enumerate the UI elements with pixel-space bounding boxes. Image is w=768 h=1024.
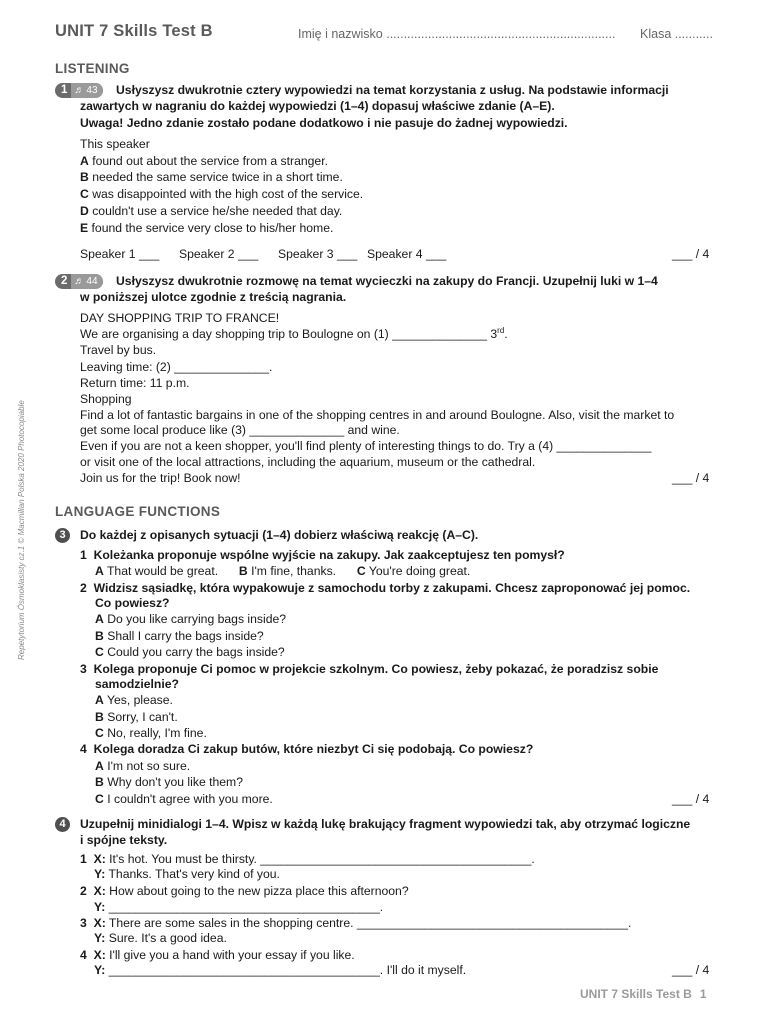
task1-lead: This speaker xyxy=(80,137,150,151)
leaflet-line: We are organising a day shopping trip to Boulogne on (1) ______________ 3rd. xyxy=(80,325,508,341)
dialogue-line-x: 2 X: How about going to the new pizza place this afternoon? xyxy=(80,884,409,898)
leaflet-line: Travel by bus. xyxy=(80,343,157,357)
dialogue-line-y: Y: Thanks. That's very kind of you. xyxy=(94,867,280,881)
section-listening: LISTENING xyxy=(55,61,130,76)
task3-answer: C I couldn't agree with you more. xyxy=(95,792,273,806)
task2-number: 2 xyxy=(61,275,68,287)
task3-answer: C No, really, I'm fine. xyxy=(95,726,207,740)
task2-instruction-line: w poniższej ulotce zgodnie z treścią nagrania. xyxy=(80,290,347,304)
task3-answer: A Yes, please. xyxy=(95,693,173,707)
task1-instruction-line: zawartych w nagraniu do każdej wypowiedzi (1–4) dopasuj właściwe zdanie (A–E). xyxy=(80,99,555,113)
task1-instruction-line: Uwaga! Jedno zdanie zostało podane dodatkowo i nie pasuje do żadnej wypowiedzi. xyxy=(80,116,568,130)
dialogue-line-y[interactable]: Y: ________________________________________. I'll do it myself. xyxy=(94,963,467,977)
name-field-label: Imię i nazwisko .................................................................. xyxy=(298,27,616,41)
dialogue-line-x: 4 X: I'll give you a hand with your essay if you like. xyxy=(80,948,355,962)
task3-score: ___ / 4 xyxy=(672,792,710,806)
leaflet-line: Join us for the trip! Book now! xyxy=(80,471,241,485)
dialogue-line-y: Y: Sure. It's a good idea. xyxy=(94,931,227,945)
task3-instruction: Do każdej z opisanych sytuacji (1–4) dobierz właściwą reakcję (A–C). xyxy=(80,528,479,542)
task3-answer: A Do you like carrying bags inside? xyxy=(95,612,287,626)
task3-item-question: 1 Koleżanka proponuje wspólne wyjście na zakupy. Jak zaakceptujesz ten pomysł? xyxy=(80,548,565,562)
speaker-icon: ♬ xyxy=(74,276,85,287)
leaflet-line: get some local produce like (3) ______________ and wine. xyxy=(80,423,400,437)
task1-number-badge xyxy=(55,83,103,98)
task3-item-answers: A That would be great. B I'm fine, thanks. C You're doing great. xyxy=(95,564,471,578)
dialogue-line-y[interactable]: Y: ________________________________________. xyxy=(94,900,384,914)
page-number: 1 xyxy=(699,987,707,1001)
task1-option: B needed the same service twice in a short time. xyxy=(80,170,343,184)
unit-title: UNIT 7 Skills Test B xyxy=(55,22,213,40)
task1-option: D couldn't use a service he/she needed that day. xyxy=(80,204,343,218)
task3-answer: B Sorry, I can't. xyxy=(95,710,178,724)
leaflet-heading: DAY SHOPPING TRIP TO FRANCE! xyxy=(80,311,280,325)
dialogue-line-x[interactable]: 1 X: It's hot. You must be thirsty. ________________________________________. xyxy=(80,852,535,866)
task1-score: ___ / 4 xyxy=(672,247,710,261)
task3-item-question: samodzielnie? xyxy=(95,677,179,691)
audio-track-badge: ♬ 44 xyxy=(71,274,102,289)
task4-score: ___ / 4 xyxy=(672,963,710,977)
task3-answer: C Could you carry the bags inside? xyxy=(95,645,285,659)
task3-item-question: 3 Kolega proponuje Ci pomoc w projekcie szkolnym. Co powiesz, żeby pokazać, że poradzisz sobie xyxy=(80,662,659,676)
task1-option: C was disappointed with the high cost of the service. xyxy=(80,187,364,201)
task2-score: ___ / 4 xyxy=(672,471,710,485)
task3-item-question: 4 Kolega doradza Ci zakup butów, które niezbyt Ci się podobają. Co powiesz? xyxy=(80,742,534,756)
section-language-functions: LANGUAGE FUNCTIONS xyxy=(55,504,221,519)
task3-number: 3 xyxy=(55,528,70,543)
task3-answer: B Shall I carry the bags inside? xyxy=(95,629,264,643)
leaflet-line: Find a lot of fantastic bargains in one of the shopping centres in and around Boulogne. Also, visit the market to xyxy=(80,408,675,422)
task4-number: 4 xyxy=(55,817,70,832)
speaker-4-answer[interactable]: Speaker 4 ___ xyxy=(367,247,447,261)
task3-item-question: Co powiesz? xyxy=(95,596,170,610)
page-footer: UNIT 7 Skills Test B 1 xyxy=(580,987,707,1001)
copyright-side-note: Repetytorium Ósmoklasisty cz.1 © Macmillan Polska 2020 Photocopiable xyxy=(17,400,26,660)
speaker-icon: ♬ xyxy=(74,85,85,96)
speaker-3-answer[interactable]: Speaker 3 ___ xyxy=(278,247,358,261)
task2-number-badge xyxy=(55,274,103,289)
task4-instruction-line: i spójne teksty. xyxy=(80,833,168,847)
audio-track-badge: ♬ 43 xyxy=(71,83,102,98)
task1-instruction-line: Usłyszysz dwukrotnie cztery wypowiedzi na temat korzystania z usług. Na podstawie informacji xyxy=(116,83,669,97)
class-field-label: Klasa ........... xyxy=(640,27,713,41)
task3-answer: A I'm not so sure. xyxy=(95,759,191,773)
task1-option: E found the service very close to his/her home. xyxy=(80,221,334,235)
leaflet-line: Leaving time: (2) ______________. xyxy=(80,360,273,374)
task1-option: A found out about the service from a stranger. xyxy=(80,154,328,168)
task1-number: 1 xyxy=(61,84,68,96)
task3-item-question: 2 Widzisz sąsiadkę, która wypakowuje z samochodu torby z zakupami. Chcesz zaproponować jej pomoc. xyxy=(80,581,691,595)
speaker-1-answer[interactable]: Speaker 1 ___ xyxy=(80,247,160,261)
task4-instruction-line: Uzupełnij minidialogi 1–4. Wpisz w każdą lukę brakujący fragment wypowiedzi tak, aby otrzymać logiczne xyxy=(80,817,691,831)
leaflet-subheading: Shopping xyxy=(80,392,132,406)
task3-answer: B Why don't you like them? xyxy=(95,775,243,789)
leaflet-line: or visit one of the local attractions, including the aquarium, museum or the cathedral. xyxy=(80,455,536,469)
leaflet-line: Return time: 11 p.m. xyxy=(80,376,190,390)
dialogue-line-x[interactable]: 3 X: There are some sales in the shopping centre. ________________________________________. xyxy=(80,916,632,930)
speaker-2-answer[interactable]: Speaker 2 ___ xyxy=(179,247,259,261)
task2-instruction-line: Usłyszysz dwukrotnie rozmowę na temat wycieczki na zakupy do Francji. Uzupełnij luki w 1–4 xyxy=(116,274,658,288)
leaflet-line: Even if you are not a keen shopper, you'll find plenty of interesting things to do. Try a (4) ______________ xyxy=(80,439,652,453)
